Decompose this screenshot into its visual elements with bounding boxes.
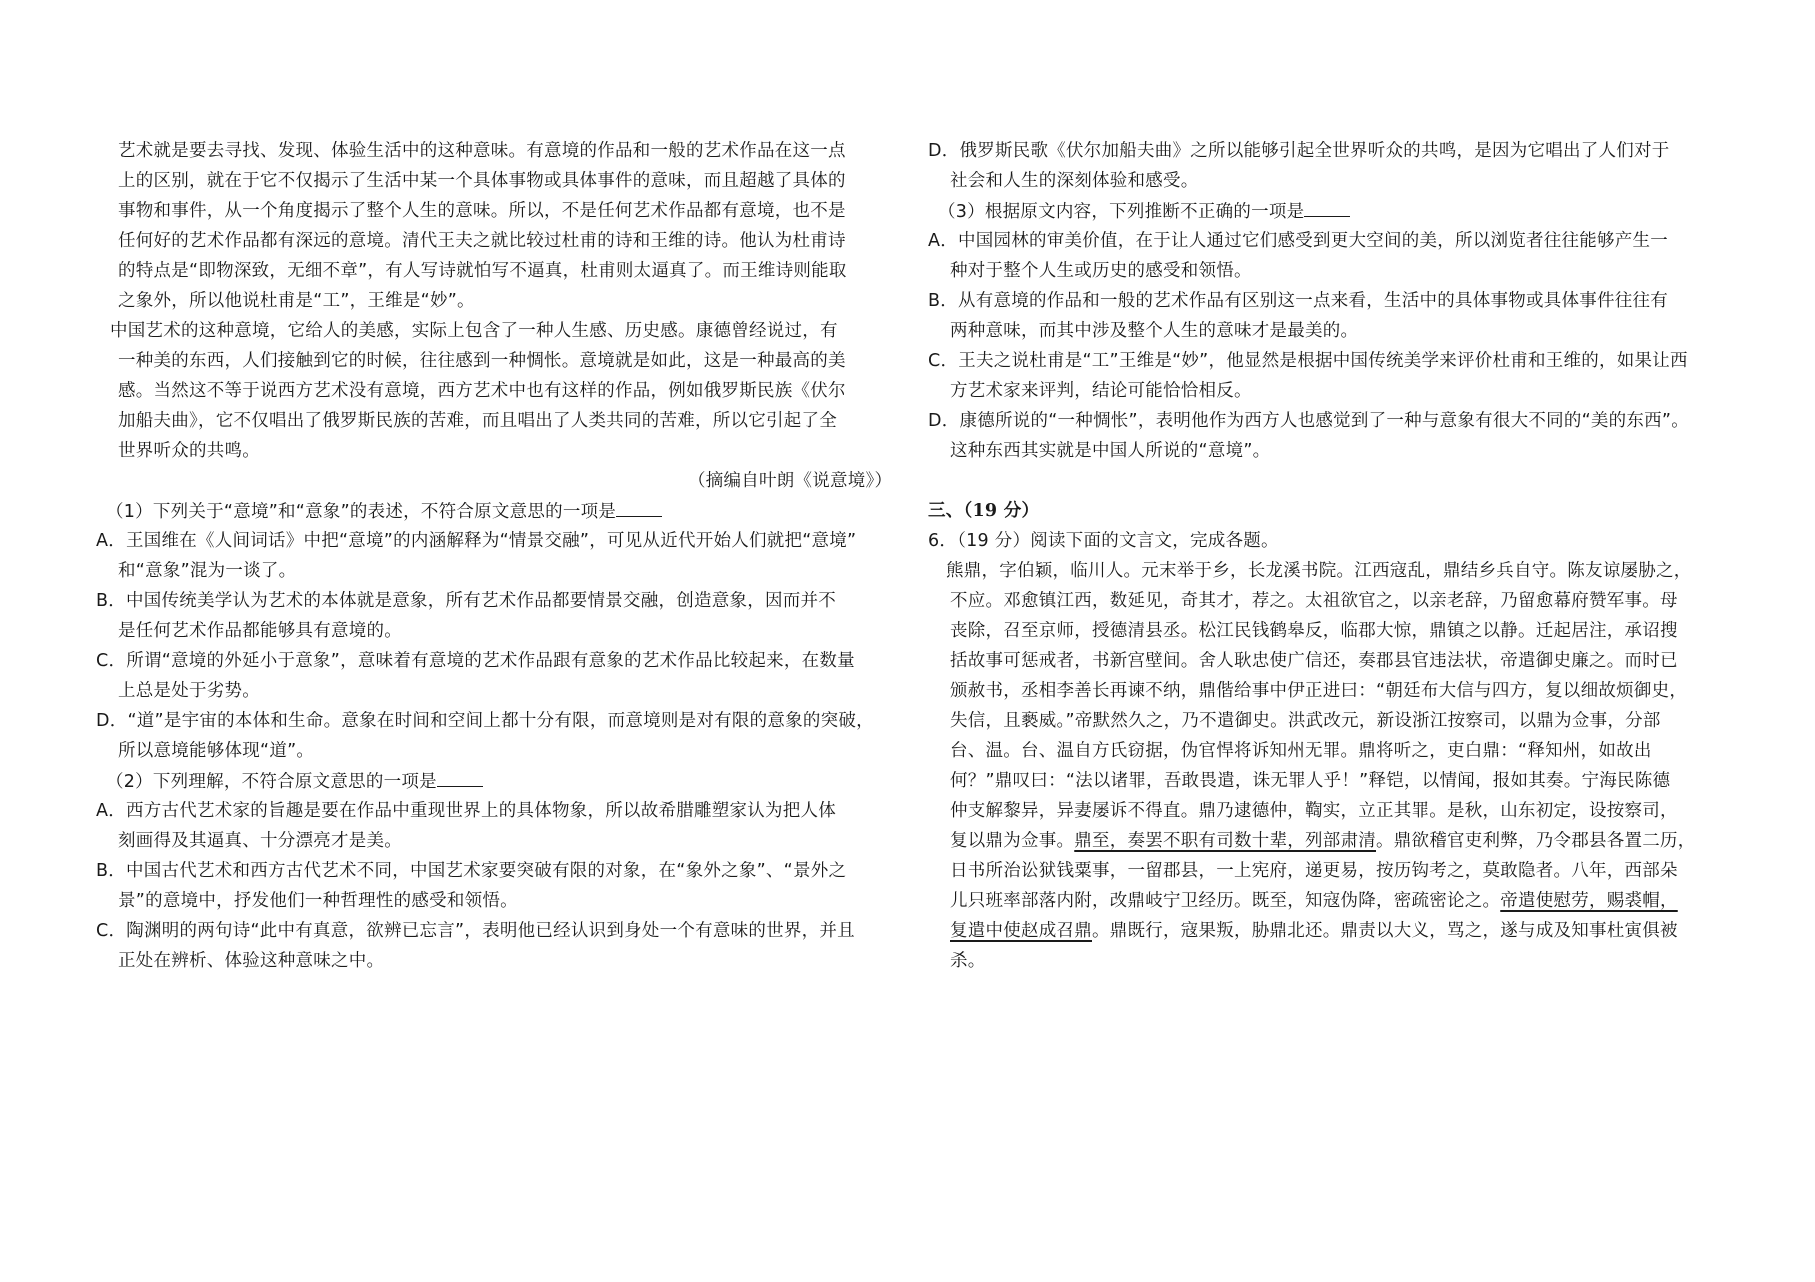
classical-text-line: 熊鼎，字伯颖，临川人。元末举于乡，长龙溪书院。江西寇乱，鼎结乡兵自守。陈友谅屡胁之， (946, 561, 1692, 581)
section-heading: 三、（19 分） (928, 501, 1040, 521)
classical-text-line: 儿只班率部落内附，改鼎岐宁卫经历。既至，知寇伪降，密疏密论之。帝遣使慰劳，赐裘帽， (950, 891, 1678, 911)
passage-line: 事物和事件，从一个角度揭示了整个人生的意味。所以，不是任何艺术作品都有意境，也不是 (118, 201, 846, 221)
q3-option-a-cont: 种对于整个人生或历史的感受和领悟。 (950, 261, 1252, 281)
classical-text-line: 复以鼎为佥事。鼎至，奏罢不职有司数十辈，列部肃清。鼎欲稽官吏利弊，乃令郡县各置二历， (950, 831, 1696, 851)
q1-option-c: C．所谓“意境的外延小于意象”，意味着有意境的艺术作品跟有意象的艺术作品比较起来，在数量 (96, 651, 855, 671)
underlined-sentence: 鼎至，奏罢不职有司数十辈，列部肃清 (1074, 831, 1376, 851)
q2-option-a: A．西方古代艺术家的旨趣是要在作品中重现世界上的具体物象，所以故希腊雕塑家认为把人体 (96, 801, 836, 821)
passage-line: 中国艺术的这种意境，它给人的美感，实际上包含了一种人生感、历史感。康德曾经说过，有 (110, 321, 838, 341)
q1-option-d-cont: 所以意境能够体现“道”。 (118, 741, 315, 761)
q1-option-d: D．“道”是宇宙的本体和生命。意象在时间和空间上都十分有限，而意境则是对有限的意象的突破， (96, 711, 874, 731)
q2-option-c-cont: 正处在辨析、体验这种意味之中。 (118, 951, 385, 971)
q3-option-d: D．康德所说的“一种惆怅”，表明他作为西方人也感觉到了一种与意象有很大不同的“美的东西”。 (928, 411, 1689, 431)
classical-text-line: 括故事可惩戒者，书新宫壁间。舍人耿忠使广信还，奏郡县官违法状，帝遣御史廉之。而时已 (950, 651, 1678, 671)
q2-option-c: C．陶渊明的两句诗“此中有真意，欲辨已忘言”，表明他已经认识到身处一个有意味的世界，并且 (96, 921, 855, 941)
passage-line: 艺术就是要去寻找、发现、体验生活中的这种意味。有意境的作品和一般的艺术作品在这一点 (118, 141, 846, 161)
passage-line: 之象外，所以他说杜甫是“工”，王维是“妙”。 (118, 291, 475, 311)
passage-line: 一种美的东西，人们接触到它的时候，往往感到一种惆怅。意境就是如此，这是一种最高的美 (118, 351, 846, 371)
q1-option-b: B．中国传统美学认为艺术的本体就是意象，所有艺术作品都要情景交融，创造意象，因而并不 (96, 591, 837, 611)
classical-text-line: 仲支解黎异，异妻屡诉不得直。鼎乃逮德仲，鞫实，立正其罪。是秋，山东初定，设按察司， (950, 801, 1678, 821)
classical-text-line: 台、温。台、温自方氏窃据，伪官悍将诉知州无罪。鼎将听之，吏白鼎：“释知州，如故出 (950, 741, 1652, 761)
classical-text-line: 颁赦书，丞相李善长再谏不纳，鼎偕给事中伊正进曰：“朝廷布大信与四方，复以细故烦御史， (950, 681, 1688, 701)
classical-text-line: 日书所治讼狱钱粟事，一留郡县，一上宪府，递更易，按历钩考之，莫敢隐者。八年，西部朵 (950, 861, 1678, 881)
underlined-sentence: 帝遣使慰劳，赐裘帽， (1500, 891, 1678, 911)
passage-line: 的特点是“即物深致，无细不章”，有人写诗就怕写不逼真，杜甫则太逼真了。而王维诗则能取 (118, 261, 847, 281)
q2-stem: （2）下列理解，不符合原文意思的一项是 (106, 770, 483, 793)
q1-option-c-cont: 上总是处于劣势。 (118, 681, 260, 701)
q3-stem: （3）根据原文内容，下列推断不正确的一项是 (938, 200, 1350, 223)
q3-option-b: B．从有意境的作品和一般的艺术作品有区别这一点来看，生活中的具体事物或具体事件往往有 (928, 291, 1669, 311)
q2-option-a-cont: 刻画得及其逼真、十分漂亮才是美。 (118, 831, 402, 851)
q2-option-b: B．中国古代艺术和西方古代艺术不同，中国艺术家要突破有限的对象，在“象外之象”、“景外之 (96, 861, 847, 881)
q1-option-b-cont: 是任何艺术作品都能够具有意境的。 (118, 621, 402, 641)
classical-text-line: 丧除，召至京师，授德清县丞。松江民钱鹤皋反，临郡大惊，鼎镇之以静。迁起居注，承诏搜 (950, 621, 1678, 641)
answer-blank[interactable] (616, 500, 662, 517)
q1-option-a: A．王国维在《人间词话》中把“意境”的内涵解释为“情景交融”，可见从近代开始人们就把“意境” (96, 531, 857, 551)
answer-blank[interactable] (437, 770, 483, 787)
passage-line: 上的区别，就在于它不仅揭示了生活中某一个具体事物或具体事件的意味，而且超越了具体的 (118, 171, 846, 191)
q2-option-d: D．俄罗斯民歌《伏尔加船夫曲》之所以能够引起全世界听众的共鸣，是因为它唱出了人们对于 (928, 141, 1670, 161)
classical-text-line: 复遣中使赵成召鼎。鼎既行，寇果叛，胁鼎北还。鼎责以大义，骂之，遂与成及知事杜寅俱被 (950, 921, 1678, 941)
q3-option-b-cont: 两种意味，而其中涉及整个人生的意味才是最美的。 (950, 321, 1359, 341)
classical-text-line: 杀。 (950, 951, 986, 971)
passage-source: （摘编自叶朗《说意境》） (688, 471, 893, 491)
classical-text-line: 何？”鼎叹曰：“法以诸罪，吾敢畏遣，诛无罪人乎！”释铠，以情闻，报如其奏。宁海民陈德 (950, 771, 1671, 791)
passage-line: 感。当然这不等于说西方艺术没有意境，西方艺术中也有这样的作品，例如俄罗斯民族《伏尔 (118, 381, 846, 401)
q3-option-c-cont: 方艺术家来评判，结论可能恰恰相反。 (950, 381, 1252, 401)
q3-option-d-cont: 这种东西其实就是中国人所说的“意境”。 (950, 441, 1271, 461)
q3-option-a: A．中国园林的审美价值，在于让人通过它们感受到更大空间的美，所以浏览者往往能够产生一 (928, 231, 1668, 251)
answer-blank[interactable] (1304, 200, 1350, 217)
q2-option-b-cont: 景”的意境中，抒发他们一种哲理性的感受和领悟。 (118, 891, 518, 911)
q2-option-d-cont: 社会和人生的深刻体验和感受。 (950, 171, 1199, 191)
q3-option-c: C．王夫之说杜甫是“工”王维是“妙”，他显然是根据中国传统美学来评价杜甫和王维的，如果让西 (928, 351, 1688, 371)
classical-text-line: 不应。邓愈镇江西，数延见，奇其才，荐之。太祖欲官之，以亲老辞，乃留愈幕府赞军事。母 (950, 591, 1678, 611)
passage-line: 世界听众的共鸣。 (118, 441, 260, 461)
q1-stem: （1）下列关于“意境”和“意象”的表述，不符合原文意思的一项是 (106, 500, 662, 523)
q1-option-a-cont: 和“意象”混为一谈了。 (118, 561, 297, 581)
q6-stem: 6．（19 分）阅读下面的文言文，完成各题。 (928, 531, 1279, 551)
classical-text-line: 失信，且褻威。”帝默然久之，乃不遣御史。洪武改元，新设浙江按察司，以鼎为佥事，分部 (950, 711, 1661, 731)
passage-line: 加船夫曲》，它不仅唱出了俄罗斯民族的苦难，而且唱出了人类共同的苦难，所以它引起了全 (118, 411, 837, 431)
passage-line: 任何好的艺术作品都有深远的意境。清代王夫之就比较过杜甫的诗和王维的诗。他认为杜甫诗 (118, 231, 846, 251)
underlined-sentence: 复遣中使赵成召鼎 (950, 921, 1092, 941)
